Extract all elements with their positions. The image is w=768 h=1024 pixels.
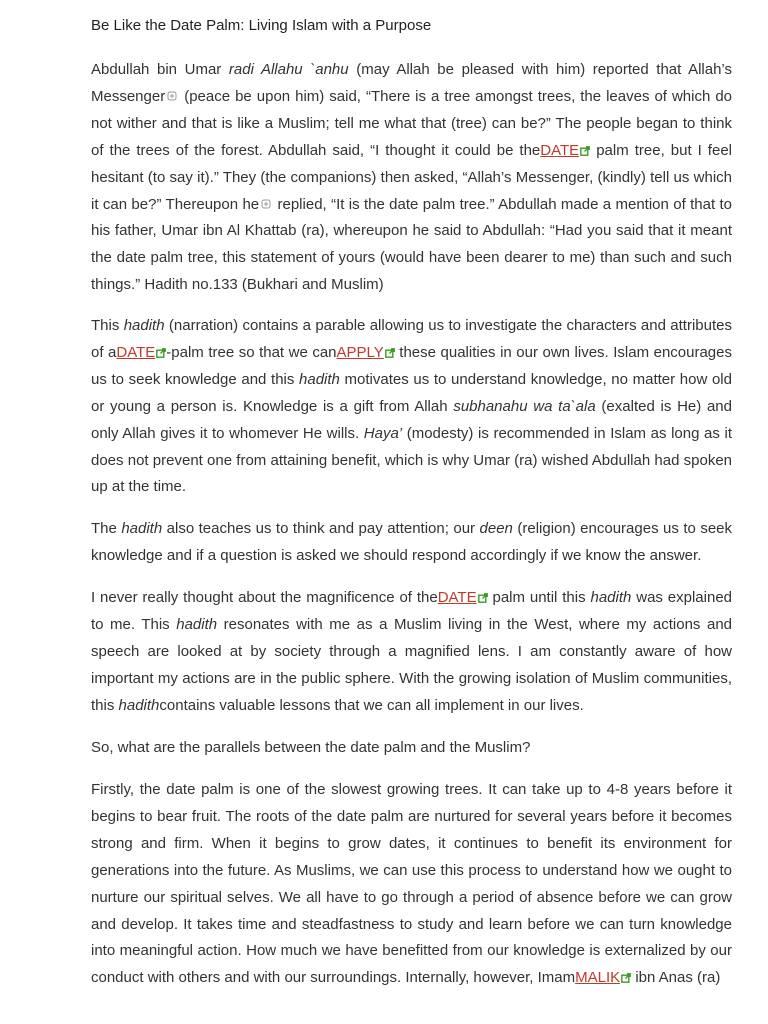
text: (modesty) is recommended in Islam as long as it does not prevent one from attaining benefit, which is why Umar (ra) wished Abdullah had spoken up at the time.	[91, 424, 732, 496]
italic-text: deen	[479, 520, 513, 537]
text: contains valuable lessons that we can all implement in our lives.	[159, 696, 584, 714]
italic-text: hadith	[176, 615, 218, 633]
text: motivates us to understand knowledge, no matter how old or young a person is. Knowledge is a gift from Allah	[91, 370, 732, 415]
text: (peace be upon him) said, “There is a tree amongst trees, the leaves of which do not wither and that is like a Muslim; tell me what that (tree) can be?” The people began to think of the trees of the forest. Abdullah said, “I thought it could be the	[91, 87, 732, 159]
malik-link[interactable]: MALIK	[575, 969, 621, 987]
text: palm tree, but I feel hesitant (to say it).” They (the companions) then asked, “Allah’s Messenger, (kindly) tell us which it can be?” Thereupon he	[91, 141, 732, 213]
text: was explained to me. This	[91, 589, 732, 633]
paragraph-hadith-narration	[91, 57, 732, 299]
italic-text: hadith	[121, 520, 163, 537]
text: replied, “It is the date palm tree.” Abdullah made a mention of that to his father, Umar ibn Al Khattab (ra), whereupon he said to Abdullah: “Had you said that it meant the date palm tree, this statement of yours (would have been dearer to me) than such and such things.” Hadith no.133 (Bukhari and Muslim)	[91, 195, 733, 294]
text: also teaches us to think and pay attention; our	[162, 520, 480, 537]
text: -palm tree so that we can	[166, 343, 337, 361]
text: The	[91, 520, 122, 537]
paragraph-question	[91, 735, 732, 762]
external-link-icon[interactable]	[580, 146, 590, 156]
date-link[interactable]: DATE	[540, 141, 580, 159]
paragraph-slow-growth	[91, 777, 732, 992]
text: (may Allah be pleased with him) reported that Allah’s Messenger	[91, 61, 732, 105]
text: So, what are the parallels between the date palm and the Muslim?	[91, 739, 531, 756]
article-title: Be Like the Date Palm: Living Islam with a Purpose	[91, 17, 432, 34]
italic-text: hadith	[118, 696, 160, 714]
text: resonates with me as a Muslim living in the West, where my actions and speech are looked at by society through a magnified lens. I am constantly aware of how important my actions are in the public sphere. With the growing isolation of Muslim communities, this	[91, 615, 733, 714]
italic-text: radi Allahu `anhu	[228, 61, 349, 78]
external-link-icon[interactable]	[621, 973, 631, 983]
text: (narration) contains a parable allowing us to investigate the characters and attributes of a	[91, 317, 732, 361]
external-link-icon[interactable]	[156, 348, 166, 358]
text: I never really thought about the magnificence of the	[91, 589, 438, 606]
text: palm until this	[487, 589, 591, 606]
text: (exalted is He) and only Allah gives it to whomever He wills.	[91, 397, 732, 442]
italic-text: subhanahu wa ta`ala	[453, 397, 596, 415]
italic-text: Haya’	[363, 424, 403, 442]
text: ibn Anas (ra)	[631, 969, 721, 987]
text: Firstly, the date palm is one of the slowest growing trees. It can take up to 4-8 years before it begins to bear fruit. The roots of the date palm are nurtured for several years before it becomes strong and firm. When it begins to grow dates, it continues to benefit its environment for generations into the future. As Muslims, we can use this process to understand how we ought to nurture our spiritual selves. We all have to go through a period of absence before we can grow and develop. It takes time and steadfastness to study and learn before we can turn knowledge into meaningful action. How much we have benefitted from our knowledge is externalized by our conduct with others and with our surroundings. Internally, however, Imam	[91, 781, 732, 987]
apply-link[interactable]: APPLY	[336, 343, 384, 361]
text: (religion) encourages us to seek knowledge and if a question is asked we should respond accordingly if we know the answer.	[91, 520, 733, 564]
pbuh-glyph-icon	[261, 199, 271, 209]
text: these qualities in our own lives. Islam encourages us to seek knowledge and this	[91, 343, 732, 388]
external-link-icon[interactable]	[385, 348, 395, 358]
pbuh-glyph-icon	[167, 91, 177, 101]
text: This	[91, 317, 124, 334]
italic-text: hadith	[123, 317, 165, 334]
paragraph-parable	[91, 313, 732, 501]
text: Abdullah bin Umar	[91, 61, 229, 78]
date-link[interactable]: DATE	[437, 589, 477, 606]
external-link-icon[interactable]	[478, 593, 488, 603]
paragraph-attention	[91, 516, 732, 570]
italic-text: hadith	[590, 589, 632, 606]
paragraph-magnificence	[91, 585, 732, 720]
date-link[interactable]: DATE	[116, 343, 156, 361]
italic-text: hadith	[299, 370, 340, 388]
